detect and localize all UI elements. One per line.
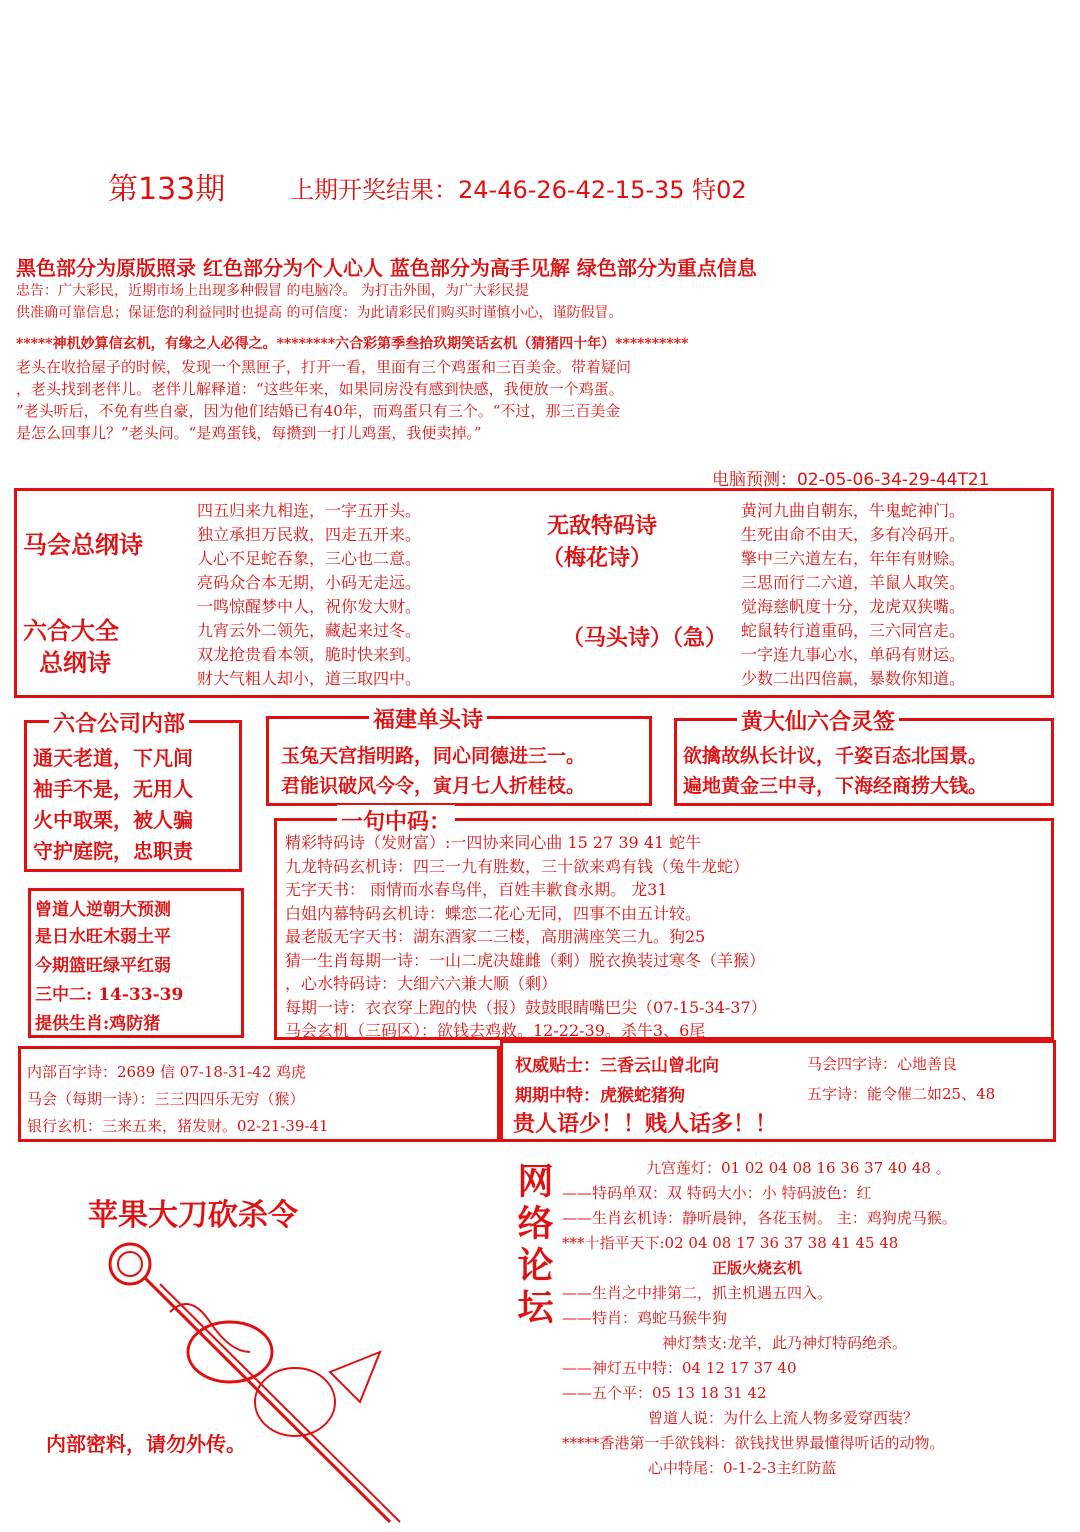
internal-lines [33,743,193,867]
yiju-line: 每期一诗：衣衣穿上跑的快（报）鼓鼓眼睛嘴巴尖（07-15-34-37） [285,997,767,1017]
huangdaxian-line: 遍地黄金三中寻，下海经商捞大钱。 [683,775,988,797]
forum-line: 神灯禁支:龙羊，此乃神灯特码绝杀。 [662,1334,908,1352]
poem-line: 蛇鼠转行道重码，三六同宫走。 [741,621,966,640]
huangdaxian-lines [683,741,987,801]
poem-right [741,499,965,691]
tip-right: 马会四字诗：心地善良 [807,1055,958,1073]
forum-line: ——特码单双：双 特码大小：小 特码波色：红 [562,1184,872,1202]
special-pick: 期期中特：虎猴蛇猪狗 [515,1086,685,1106]
yiju-line: 最老版无字天书：湖东酒家二三楼，高朋满座笑三九。狗25 [285,927,706,946]
poem-title-left-1: 马会总纲诗 [23,530,143,559]
poem-title-center-note: （马头诗）（急） [562,625,728,651]
bottom-left-lines [27,1059,329,1140]
story-line: ，老头找到老伴儿。老伴儿解释道：“这些年来，如果同房没有感到快感，我便放一个鸡蛋。 [16,380,624,398]
poem-title-center-1: 无敌特码诗 [547,513,658,539]
internal-line: 火中取栗，被人骗 [33,808,193,832]
poem-line: 三思而行二六道，羊鼠人取笑。 [741,573,966,592]
internal-line: 通天老道，下凡间 [33,746,193,770]
poem-line: 觉海慈帆度十分，龙虎双狭嘴。 [741,597,966,616]
bottom-left-line: 内部百字诗：2689 信 07-18-31-42 鸡虎 [27,1063,307,1081]
poems-box [14,488,1054,698]
bottom-right-box [500,1040,1056,1142]
bottom-left-line: 马会（每期一诗）：三三四四乐无穷（猴） [27,1090,305,1108]
yiju-line: 白姐内幕特码玄机诗：蝶恋二花心无同，四事不由五计较。 [285,903,702,923]
bottom-left-box [18,1046,500,1142]
computer-prediction: 电脑预测：02-05-06-34-29-44T21 [712,470,990,490]
huangdaxian-title: 黄大仙六合灵签 [737,705,899,736]
zengdao-line: 今期篮旺绿平红弱 [35,956,171,976]
yiju-title: 一句中码： [337,805,455,836]
poem-line: 人心不足蛇吞象，三心也二意。 [197,549,422,568]
internal-title: 六合公司内部 [49,707,189,738]
bottom-left-line: 银行玄机：三来五来，猪发财。02-21-39-41 [27,1117,329,1135]
sword-illustration-icon [90,1232,420,1532]
apple-title: 苹果大刀砍杀令 [88,1198,298,1233]
fujian-title: 福建单头诗 [369,703,487,734]
apple-footer: 内部密料，请勿外传。 [46,1432,246,1456]
forum-line: ***十指平天下:02 04 08 17 36 37 38 41 45 48 [562,1234,899,1252]
notice [16,280,622,324]
yiju-line: 猜一生肖每期一诗：一山二虎决雄雌（剩）脱衣换装过寒冬（羊猴） [285,950,766,970]
poem-line: 黄河九曲自朝东，牛鬼蛇神门。 [741,501,966,520]
story-line: ”老头听后，不免有些自豪，因为他们结婚已有40年，而鸡蛋只有三个。“不过，那三百美金 [16,402,621,420]
poem-line: 四五归来九相连，一字五开头。 [197,501,422,520]
story-line: 是怎么回事儿？”老头问。“是鸡蛋钱，每攒到一打儿鸡蛋，我便卖掉。” [16,424,482,442]
forum-line: ——特肖：鸡蛇马猴牛狗 [562,1309,728,1327]
notice-line: 忠告：广大彩民，近期市场上出现多种假冒 的电脑冷。 为打击外围，为广大彩民提 [16,283,529,299]
forum-title: 网络论坛 [512,1162,554,1330]
poem-title-left-2b: 总纲诗 [39,648,111,677]
yiju-line: 无字天书： 雨情而水春鸟伴，百姓丰歉食永期。 龙31 [285,880,668,899]
fujian-line: 君能识破风今令，寅月七人折桂枝。 [281,775,586,797]
last-result: 上期开奖结果：24-46-26-42-15-35 特02 [290,176,747,204]
poem-line: 财大气粗人却小，道三取四中。 [197,669,422,688]
forum-line: 心中特尾：0-1-2-3主红防蓝 [648,1459,837,1477]
zengdao-title: 曾道人逆朝大预测 [35,900,171,920]
zengdao-lines [35,923,183,1039]
poem-middle [197,499,421,691]
yiju-line: ，心水特码诗：大细六六兼大顺（剩） [285,974,558,993]
internal-line: 袖手不是，无用人 [33,777,193,801]
issue-number: 第133期 [108,172,226,207]
poem-line: 一鸣惊醒梦中人，祝你发大财。 [197,597,422,616]
fujian-line: 玉兔天宫指明路，同心同德进三一。 [281,745,586,767]
poem-line: 生死由命不由天，多有冷码开。 [741,525,966,544]
poem-line: 九宵云外二领先，藏起来过冬。 [197,621,422,640]
five-char-poem: 五字诗：能令催二如25、48 [807,1085,996,1103]
forum-line: ——五个平：05 13 18 31 42 [562,1384,767,1402]
poem-title-center-2: （梅花诗） [542,545,653,571]
poem-line: 少数二出四倍赢，暴数你知道。 [741,669,966,688]
tip-label: 权威贴士：三香云山曾北向 [515,1056,719,1076]
zengdao-line: 是日水旺木弱土平 [35,927,171,947]
internal-line: 守护庭院，忠职责 [33,839,193,863]
internal-box [24,711,242,872]
forum-line: 曾道人说：为什么上流人物多爱穿西装？ [648,1409,919,1427]
zengdao-line: 三中二: 14-33-39 [35,985,184,1005]
poem-line: 双龙抢贵看本领，脆时快来到。 [197,645,422,664]
color-legend: 黑色部分为原版照录 红色部分为个人心人 蓝色部分为高手见解 绿色部分为重点信息 [16,256,757,280]
forum-line: 九宫莲灯：01 02 04 08 16 36 37 40 48 。 [646,1159,951,1177]
yiju-box [274,809,1054,1040]
poem-title-left-2a: 六合大全 [23,616,119,645]
forum-line: 正版火烧玄机 [712,1259,803,1277]
yiju-lines [285,831,767,1043]
huangdaxian-box [674,709,1054,806]
forum-line: ——生肖玄机诗：静听晨钟，各花玉树。 主：鸡狗虎马猴。 [562,1209,957,1227]
slogan: 贵人语少！！贱人话多！！ [513,1111,778,1137]
notice-line: 供准确可靠信息；保证您的利益同时也提高 的可信度：为此请彩民们购买时谨慎小心，谨防假冒。 [16,305,623,321]
poem-line: 独立承担万民救，四走五开来。 [197,525,422,544]
yiju-line: 马会玄机（三码区）：欲钱去鸡救。12-22-39。杀牛3、6尾 [285,1021,706,1040]
zengdao-line: 提供生肖:鸡防猪 [35,1014,161,1034]
story-title: *****神机妙算信玄机，有缘之人必得之。********六合彩第季叁拾玖期笑话玄机（猜猪四十年）********** [16,336,689,352]
forum-lines [562,1156,957,1481]
forum-line: ——神灯五中特：04 12 17 37 40 [562,1359,797,1377]
story-line: 老头在收拾屋子的时候，发现一个黑匣子，打开一看，里面有三个鸡蛋和三百美金。带着疑问 [16,358,632,376]
poem-line: 一字连九事心水，单码有财运。 [741,645,966,664]
zengdao-box [28,888,244,1038]
story-body [16,356,631,444]
fujian-lines [281,741,585,801]
poem-line: 亮码众合本无期，小码无走远。 [197,573,422,592]
forum-line: *****香港第一手欲钱料：欲钱找世界最懂得听话的动物。 [562,1434,945,1452]
huangdaxian-line: 欲擒故纵长计议，千姿百态北国景。 [683,745,988,767]
poem-line: 擎中三六道左右，年年有财赊。 [741,549,966,568]
fujian-box [266,707,652,806]
yiju-line: 精彩特码诗（发财富）:一四协来同心曲 15 27 39 41 蛇牛 [285,833,702,852]
yiju-line: 九龙特码玄机诗：四三一九有胜数，三十欲来鸡有钱（兔牛龙蛇） [285,856,750,876]
forum-line: ——生肖之中排第二，抓主机遇五四入。 [562,1284,833,1302]
